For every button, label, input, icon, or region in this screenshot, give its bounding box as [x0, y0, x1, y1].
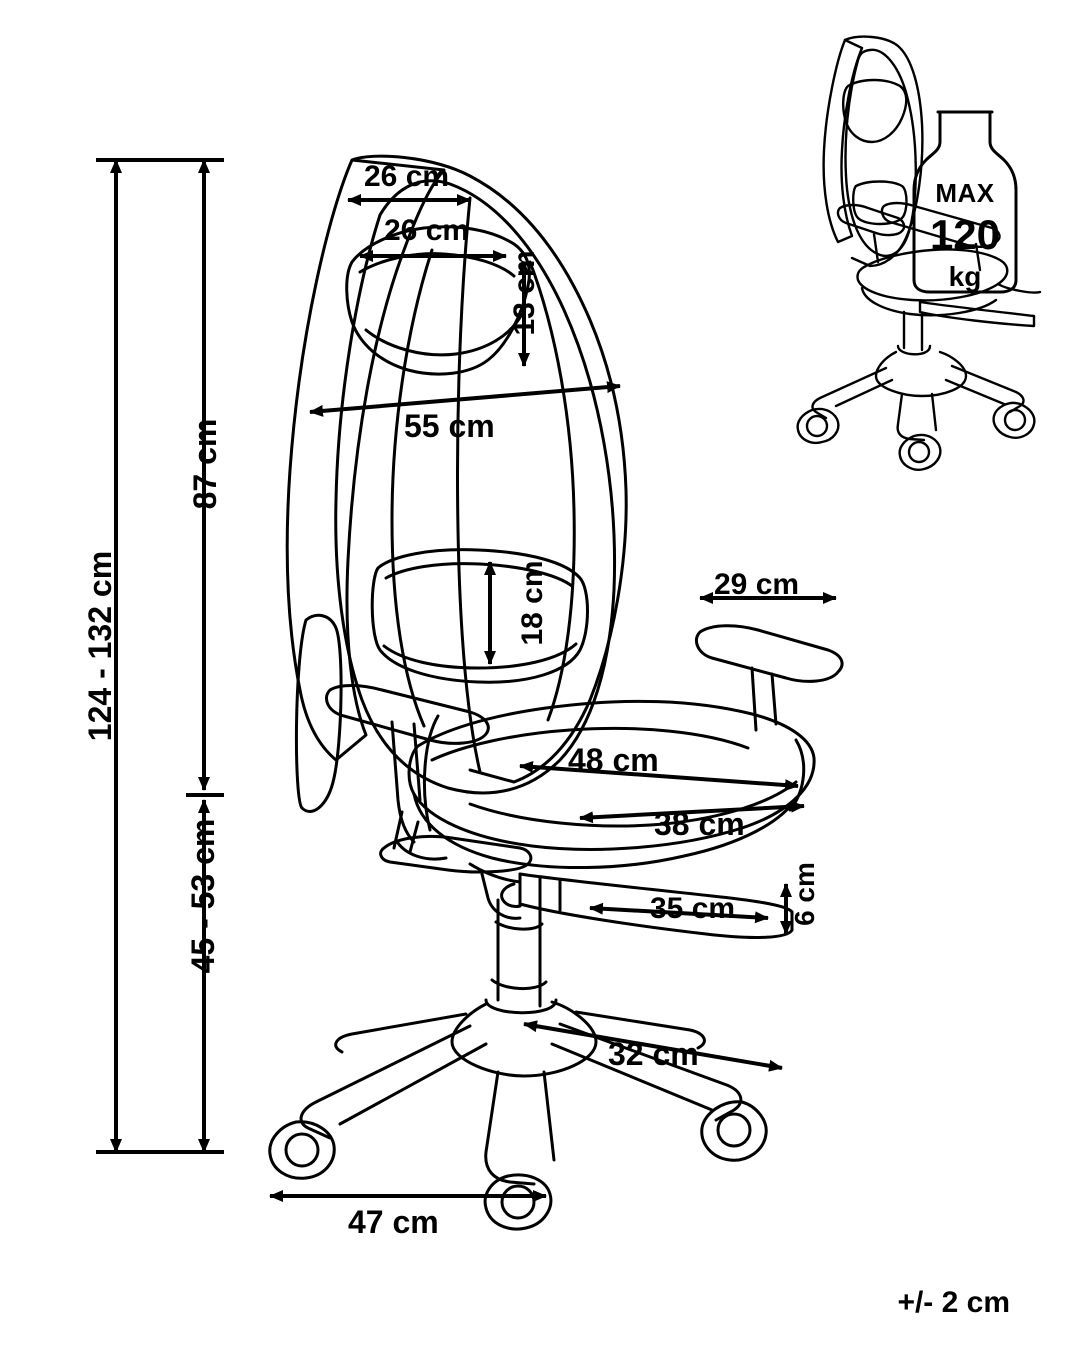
dim-label-headrest-height: 13 cm — [508, 250, 541, 336]
dim-label-armrest-length: 29 cm — [714, 568, 800, 601]
dim-label-headrest-width-top: 26 cm — [364, 160, 450, 193]
dim-label-footrest-thickness: 6 cm — [789, 862, 820, 926]
dim-label-seat-height-range: 45 - 53 cm — [185, 818, 221, 974]
dim-label-seat-width: 38 cm — [654, 806, 745, 842]
dim-label-lumbar-height: 18 cm — [516, 560, 549, 646]
max-load-value: 120 — [929, 211, 1001, 258]
dim-label-base-radius: 32 cm — [608, 1036, 699, 1072]
dim-label-base-width: 47 cm — [348, 1204, 439, 1240]
max-load-badge — [914, 178, 1016, 293]
dim-label-backrest-width: 55 cm — [404, 408, 495, 444]
dim-label-footrest-length: 35 cm — [650, 892, 736, 925]
dim-label-total-height-range: 124 - 132 cm — [82, 550, 118, 742]
dim-label-backrest-total-height: 87 cm — [187, 418, 223, 510]
dim-label-headrest-width: 26 cm — [384, 214, 470, 247]
max-load-label: MAX — [935, 178, 995, 208]
max-load-unit: kg — [948, 261, 982, 292]
tolerance-note: +/- 2 cm — [897, 1286, 1010, 1319]
dim-label-seat-depth: 48 cm — [568, 742, 659, 778]
